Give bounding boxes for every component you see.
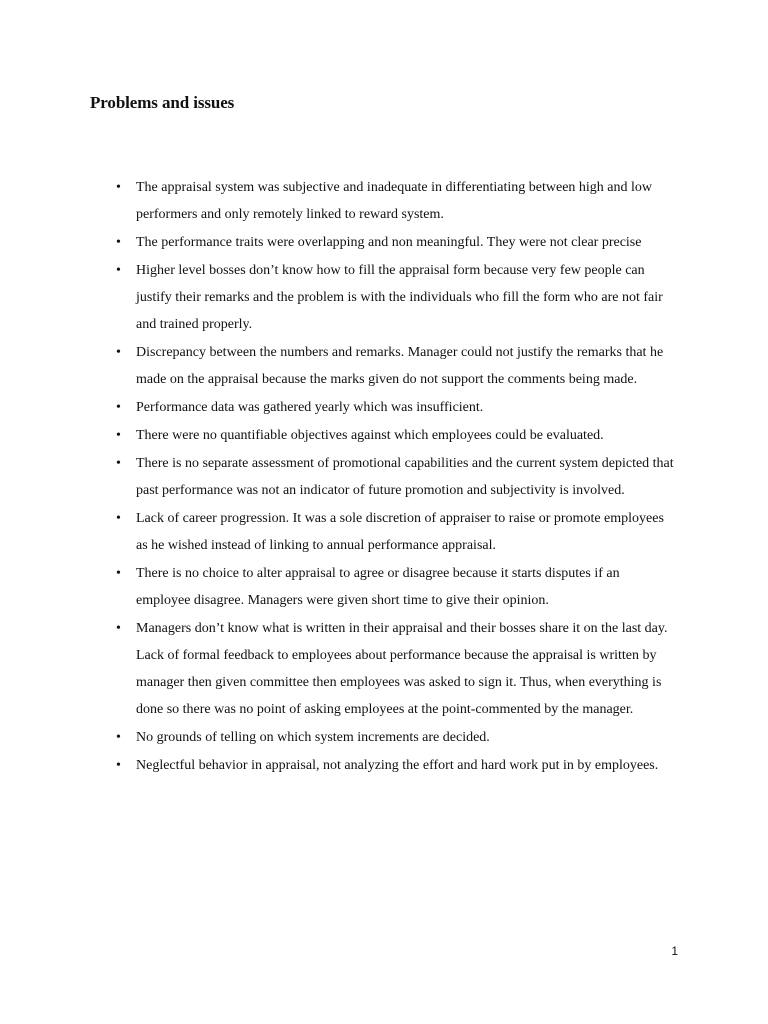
bullet-icon: • — [116, 456, 121, 471]
bullet-icon: • — [116, 511, 121, 526]
list-item-text: The performance traits were overlapping and non meaningful. They were not clear precise — [136, 235, 642, 250]
list-item — [0, 615, 768, 723]
list-item — [0, 560, 768, 614]
list-item-text: Higher level bosses don’t know how to fill the appraisal form because very few people can justify their remarks and the problem is with the individuals who fill the form who are not fair and trained properly. — [136, 263, 663, 332]
list-item-text: Performance data was gathered yearly which was insufficient. — [136, 400, 484, 415]
list-item — [0, 229, 768, 256]
bullet-icon: • — [116, 235, 121, 250]
bullet-icon: • — [116, 428, 121, 443]
list-item — [0, 394, 768, 421]
bullet-icon: • — [116, 400, 121, 415]
list-item-text: Lack of career progression. It was a sole discretion of appraiser to raise or promote employees as he wished instead of linking to annual performance appraisal. — [136, 511, 664, 553]
list-item — [0, 422, 768, 449]
list-item — [0, 505, 768, 559]
bullet-icon: • — [116, 263, 121, 278]
bullet-icon: • — [116, 345, 121, 360]
issues-list — [0, 174, 768, 780]
list-item — [0, 752, 768, 779]
page-number: 1 — [671, 944, 678, 958]
bullet-icon: • — [116, 621, 121, 636]
list-item — [0, 257, 768, 338]
list-item-text: Neglectful behavior in appraisal, not analyzing the effort and hard work put in by employees. — [136, 758, 659, 773]
list-item-text: Managers don’t know what is written in their appraisal and their bosses share it on the last day. Lack of formal feedback to employees about performance because the appraisal is written by manager then given committee then employees was asked to sign it. Thus, when everything is done so there was no point of asking employees at the point-commented by the manager. — [136, 621, 668, 717]
list-item — [0, 174, 768, 228]
list-item — [0, 339, 768, 393]
list-item-text: There were no quantifiable objectives against which employees could be evaluated. — [136, 428, 604, 443]
section-heading: Problems and issues — [90, 93, 235, 112]
list-item-text: Discrepancy between the numbers and remarks. Manager could not justify the remarks that he made on the appraisal because the marks given do not support the comments being made. — [136, 345, 664, 387]
bullet-icon: • — [116, 758, 121, 773]
list-item-text: The appraisal system was subjective and inadequate in differentiating between high and low performers and only remotely linked to reward system. — [136, 180, 653, 222]
bullet-icon: • — [116, 730, 121, 745]
list-item-text: There is no separate assessment of promotional capabilities and the current system depicted that past performance was not an indicator of future promotion and subjectivity is involved. — [136, 456, 674, 498]
bullet-icon: • — [116, 566, 121, 581]
list-item — [0, 724, 768, 751]
bullet-icon: • — [116, 180, 121, 195]
list-item-text: There is no choice to alter appraisal to agree or disagree because it starts disputes if an employee disagree. Managers were given short time to give their opinion. — [136, 566, 620, 608]
list-item-text: No grounds of telling on which system increments are decided. — [136, 730, 490, 745]
list-item — [0, 450, 768, 504]
